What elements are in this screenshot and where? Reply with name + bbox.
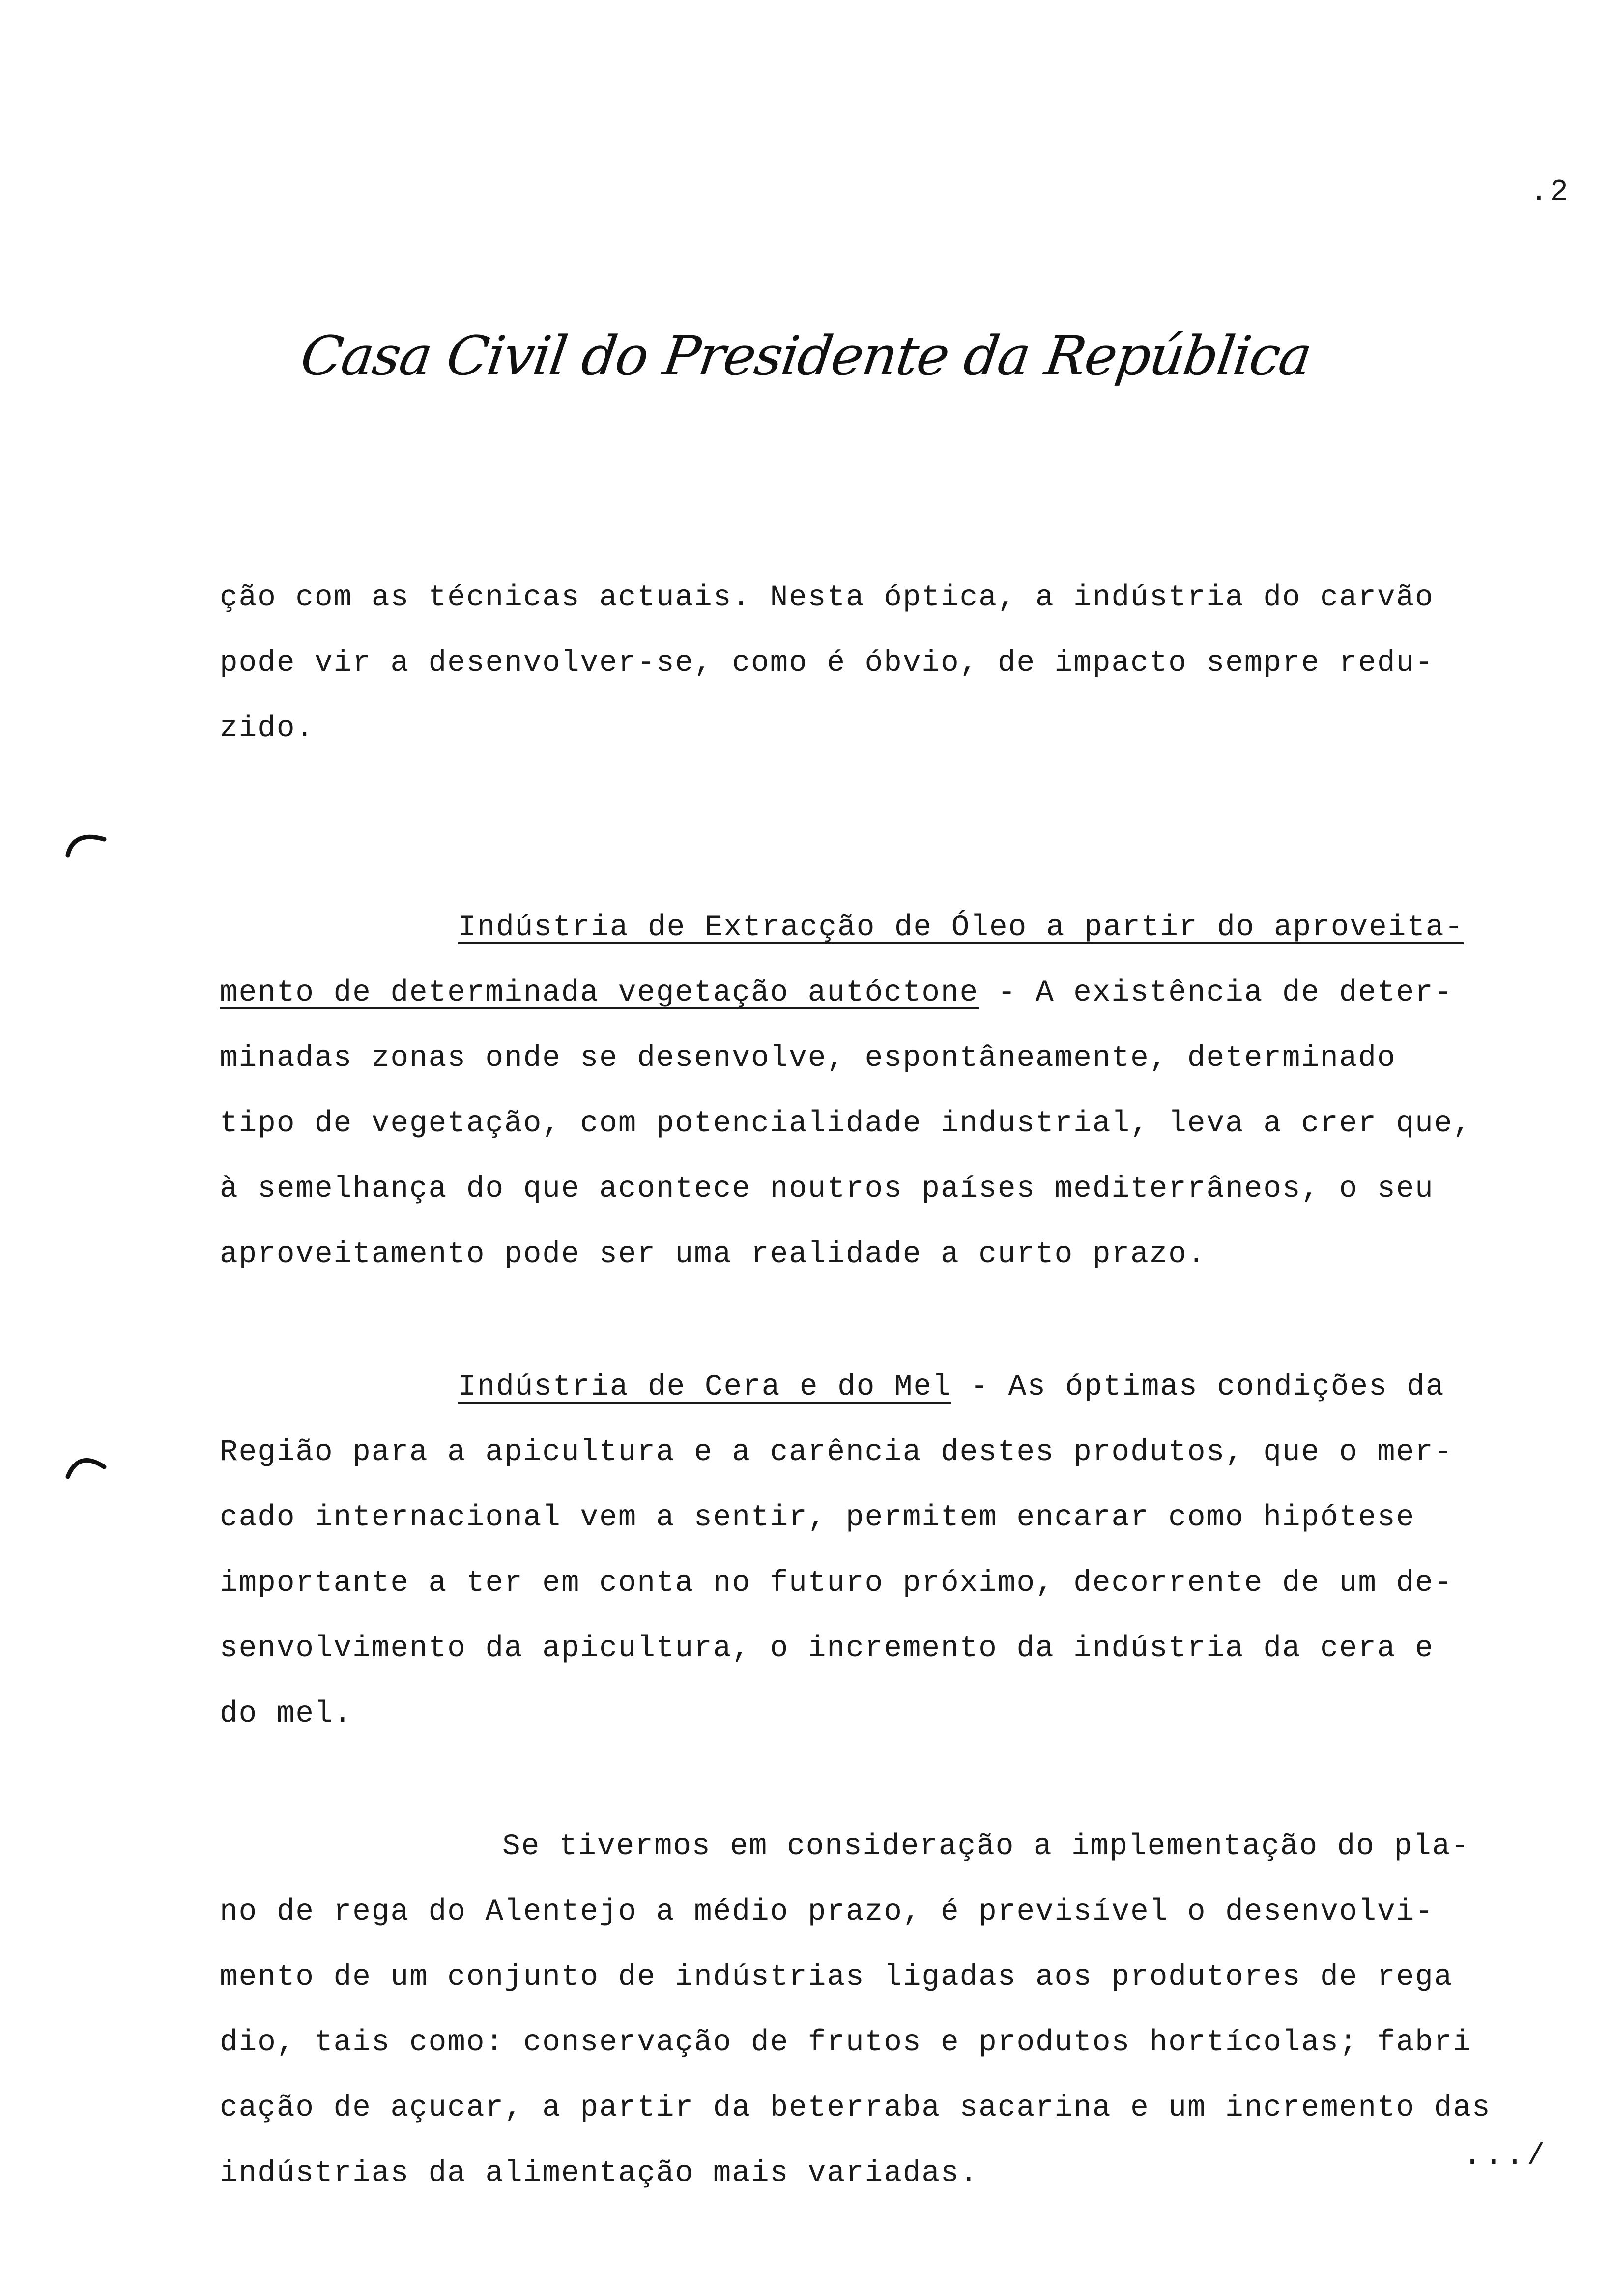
text-line: importante a ter em conta no futuro próximo, decorrente de um de-: [220, 1566, 1453, 1600]
text-line: à semelhança do que acontece noutros países mediterrâneos, o seu: [220, 1172, 1434, 1206]
text-line: Região para a apicultura e a carência destes produtos, que o mer-: [220, 1435, 1453, 1469]
text-line: dio, tais como: conservação de frutos e produtos hortícolas; fabri: [220, 2026, 1472, 2060]
margin-bracket-mark: [64, 826, 108, 860]
text-line: do mel.: [220, 1697, 353, 1731]
paragraph-coal: [220, 565, 1556, 761]
section-heading-wax: Indústria de Cera e do Mel: [458, 1370, 951, 1404]
text-line: cado internacional vem a sentir, permitem encarar como hipótese: [220, 1501, 1415, 1535]
text-line: ção com as técnicas actuais. Nesta óptica, a indústria do carvão: [220, 581, 1434, 615]
text-line: aproveitamento pode ser uma realidade a curto prazo.: [220, 1237, 1207, 1271]
page-number: .2: [1529, 174, 1570, 209]
text-fragment: - A existência de deter-: [979, 976, 1453, 1010]
paragraph-wax-honey: [220, 1354, 1556, 1747]
text-line: [220, 960, 1556, 1026]
text-line: mento de um conjunto de indústrias ligadas aos produtores de rega: [220, 1960, 1453, 1994]
body-text: [220, 565, 1556, 2273]
section-heading-oil-cont: mento de determinada vegetação autóctone: [220, 976, 979, 1010]
text-line: zido.: [220, 712, 315, 746]
text-line: indústrias da alimentação mais variadas.: [220, 2156, 979, 2190]
text-fragment: - As óptimas condições da: [951, 1370, 1445, 1404]
letterhead-title: Casa Civil do Presidente da República: [297, 324, 1315, 387]
margin-bracket-mark: [64, 1447, 108, 1482]
text-line: minadas zonas onde se desenvolve, espontâneamente, determinado: [220, 1041, 1396, 1075]
text-line: no de rega do Alentejo a médio prazo, é previsível o desenvolvi-: [220, 1895, 1434, 1929]
text-line: tipo de vegetação, com potencialidade industrial, leva a crer que,: [220, 1107, 1472, 1141]
paragraph-irrigation: [220, 1814, 1556, 2206]
text-line: [220, 1354, 1556, 1420]
text-line: cação de açucar, a partir da beterraba sacarina e um incremento das: [220, 2091, 1491, 2125]
paragraph-oil-extraction: [220, 829, 1556, 1287]
section-heading-oil: Indústria de Extracção de Óleo a partir do aproveita-: [458, 911, 1464, 945]
text-fragment: Se tivermos em consideração a implementação do pla-: [502, 1830, 1470, 1864]
text-line: [220, 895, 1556, 960]
text-line: pode vir a desenvolver-se, como é óbvio, de impacto sempre redu-: [220, 646, 1434, 680]
text-line: [220, 1814, 1556, 1879]
text-line: senvolvimento da apicultura, o incremento da indústria da cera e: [220, 1632, 1434, 1665]
continuation-mark: .../: [1463, 2138, 1548, 2173]
